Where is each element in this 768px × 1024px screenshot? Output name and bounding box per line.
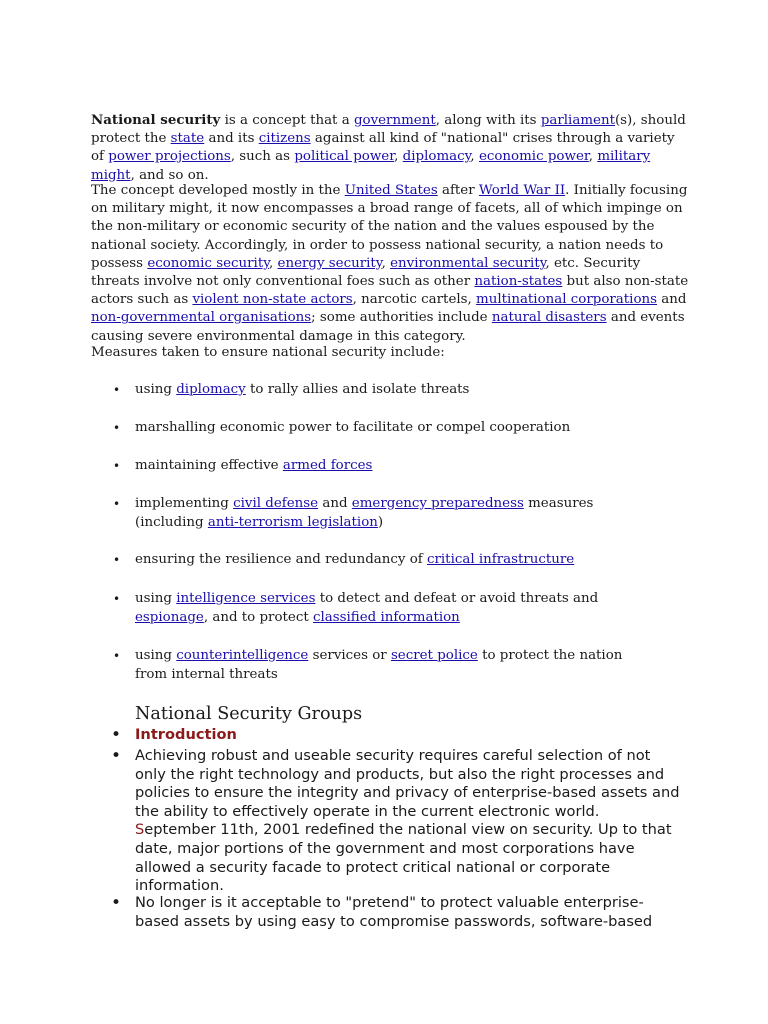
- link-economic-security[interactable]: economic security: [147, 255, 269, 271]
- link-diplomacy[interactable]: diplomacy: [402, 149, 471, 165]
- bullet-icon: •: [113, 553, 121, 567]
- link-multinational-corporations[interactable]: multinational corporations: [476, 292, 657, 308]
- bullet-icon: •: [113, 383, 121, 397]
- text: to detect and defeat or avoid threats and: [315, 591, 599, 606]
- bullet-icon: •: [111, 893, 122, 913]
- text: ): [377, 514, 384, 530]
- link-counterintelligence[interactable]: counterintelligence: [176, 648, 309, 663]
- text: The concept developed mostly in the: [91, 183, 345, 198]
- text: ,: [394, 149, 403, 165]
- list-item-groups-2: [111, 894, 681, 931]
- link-world-war-ii[interactable]: World War II: [478, 183, 566, 198]
- text: ,: [470, 149, 479, 165]
- link-nation-states[interactable]: nation-states: [474, 274, 563, 290]
- text: (s), should protect the: [91, 113, 686, 147]
- text: implementing: [135, 496, 234, 511]
- text: measures (including: [135, 496, 594, 530]
- link-state[interactable]: state: [170, 131, 205, 147]
- text: and: [657, 292, 687, 308]
- bullet-icon: •: [111, 725, 122, 745]
- text: . Initially focusing on military might, it now encompasses a broad range of facets, all of which impinge on the non-military or economic security of the nation and the values espoused by the national society. Accordingly, in order to possess national security, a nation needs to possess: [91, 183, 688, 271]
- list-item-introduction: [111, 726, 681, 745]
- text: marshalling economic power to facilitate or compel cooperation: [135, 420, 571, 435]
- text: Achieving robust and useable security requires careful selection of not only the right technology and products, but also the right processes and policies to ensure the integrity and privacy of enterprise-based assets and the ability to effectively operate in the current electronic world.: [135, 747, 680, 820]
- text: , narcotic cartels,: [352, 292, 477, 308]
- text: ,: [381, 255, 391, 271]
- link-classified-information[interactable]: classified information: [312, 609, 460, 625]
- link-power-projections[interactable]: power projections: [108, 149, 231, 165]
- list-item-measure-6: [91, 590, 651, 627]
- text: but also non-state actors such as: [91, 274, 689, 308]
- section-heading: National Security Groups: [135, 704, 363, 724]
- bullet-icon: •: [113, 592, 121, 606]
- text: , and so on.: [130, 167, 209, 183]
- paragraph-concept: [91, 182, 691, 346]
- bullet-icon: •: [111, 746, 122, 766]
- link-environmental-security[interactable]: environmental security: [390, 255, 546, 271]
- text: ,: [588, 149, 598, 165]
- text: , etc. Security threats involve not only conventional foes such as other: [91, 255, 641, 290]
- bullet-icon: •: [113, 459, 121, 473]
- list-item-measure-4: [91, 495, 651, 532]
- bullet-icon: •: [113, 497, 121, 511]
- link-non-governmental-organisations[interactable]: non-governmental organisations: [91, 310, 312, 326]
- list-item-groups-1: [111, 747, 681, 896]
- link-diplomacy-2[interactable]: diplomacy: [176, 382, 246, 397]
- text: services or: [308, 648, 391, 663]
- link-intelligence-services[interactable]: intelligence services: [176, 591, 316, 606]
- list-item-measure-2: [91, 419, 651, 438]
- text: using: [135, 591, 177, 606]
- link-espionage[interactable]: espionage: [135, 609, 204, 625]
- link-natural-disasters[interactable]: natural disasters: [491, 310, 607, 326]
- text: , along with its: [435, 113, 541, 128]
- text: to rally allies and isolate threats: [245, 382, 470, 397]
- list-item-measure-5: [91, 551, 651, 570]
- text: No longer is it acceptable to "pretend" to protect valuable enterprise-based assets by using easy to compromise passwords, software-based: [135, 894, 653, 930]
- link-emergency-preparedness[interactable]: emergency preparedness: [351, 496, 524, 511]
- link-political-power[interactable]: political power: [294, 149, 395, 165]
- text: eptember 11th, 2001 redefined the national view on security. Up to that date, major portions of the government and most corporations have allowed a security facade to protect critical national or corporate information.: [135, 821, 672, 895]
- link-critical-infrastructure[interactable]: critical infrastructure: [427, 552, 575, 567]
- list-item-measure-1: [91, 381, 651, 400]
- text: , such as: [230, 149, 295, 165]
- text: ensuring the resilience and redundancy of: [135, 552, 427, 567]
- text: after: [437, 183, 479, 198]
- paragraph-intro: [91, 111, 691, 185]
- text: to protect the nation from internal threats: [135, 648, 623, 682]
- link-violent-non-state-actors[interactable]: violent non-state actors: [192, 292, 353, 308]
- text: maintaining effective: [135, 458, 283, 473]
- text: and its: [204, 131, 259, 147]
- term-national-security: National security: [91, 112, 221, 128]
- text: and events causing severe environmental damage in this category.: [91, 310, 685, 344]
- text: S: [135, 821, 145, 839]
- link-economic-power[interactable]: economic power: [478, 149, 589, 165]
- link-armed-forces[interactable]: armed forces: [282, 458, 373, 473]
- link-united-states[interactable]: United States: [344, 183, 438, 198]
- list-item-measure-7: [91, 647, 651, 684]
- text: ,: [269, 255, 278, 271]
- text: using: [135, 382, 177, 397]
- list-item-measure-3: [91, 457, 651, 476]
- link-anti-terrorism-legislation[interactable]: anti-terrorism legislation: [207, 514, 378, 530]
- link-secret-police[interactable]: secret police: [390, 648, 478, 663]
- text: is a concept that a: [220, 113, 354, 128]
- introduction-label: Introduction: [135, 726, 237, 743]
- text: against all kind of "national" crises through a variety of: [91, 131, 675, 165]
- link-energy-security[interactable]: energy security: [277, 255, 382, 271]
- link-civil-defense[interactable]: civil defense: [233, 496, 319, 511]
- paragraph-measures-intro: Measures taken to ensure national security include:: [91, 345, 445, 360]
- text: ; some authorities include: [311, 310, 492, 326]
- text: , and to protect: [203, 609, 313, 625]
- link-military-might[interactable]: military might: [91, 149, 651, 183]
- bullet-icon: •: [113, 421, 121, 435]
- link-parliament[interactable]: parliament: [540, 113, 615, 128]
- link-government[interactable]: government: [353, 113, 436, 128]
- text: and: [318, 496, 352, 511]
- link-citizens[interactable]: citizens: [258, 131, 311, 147]
- bullet-icon: •: [113, 649, 121, 663]
- text: using: [135, 648, 177, 663]
